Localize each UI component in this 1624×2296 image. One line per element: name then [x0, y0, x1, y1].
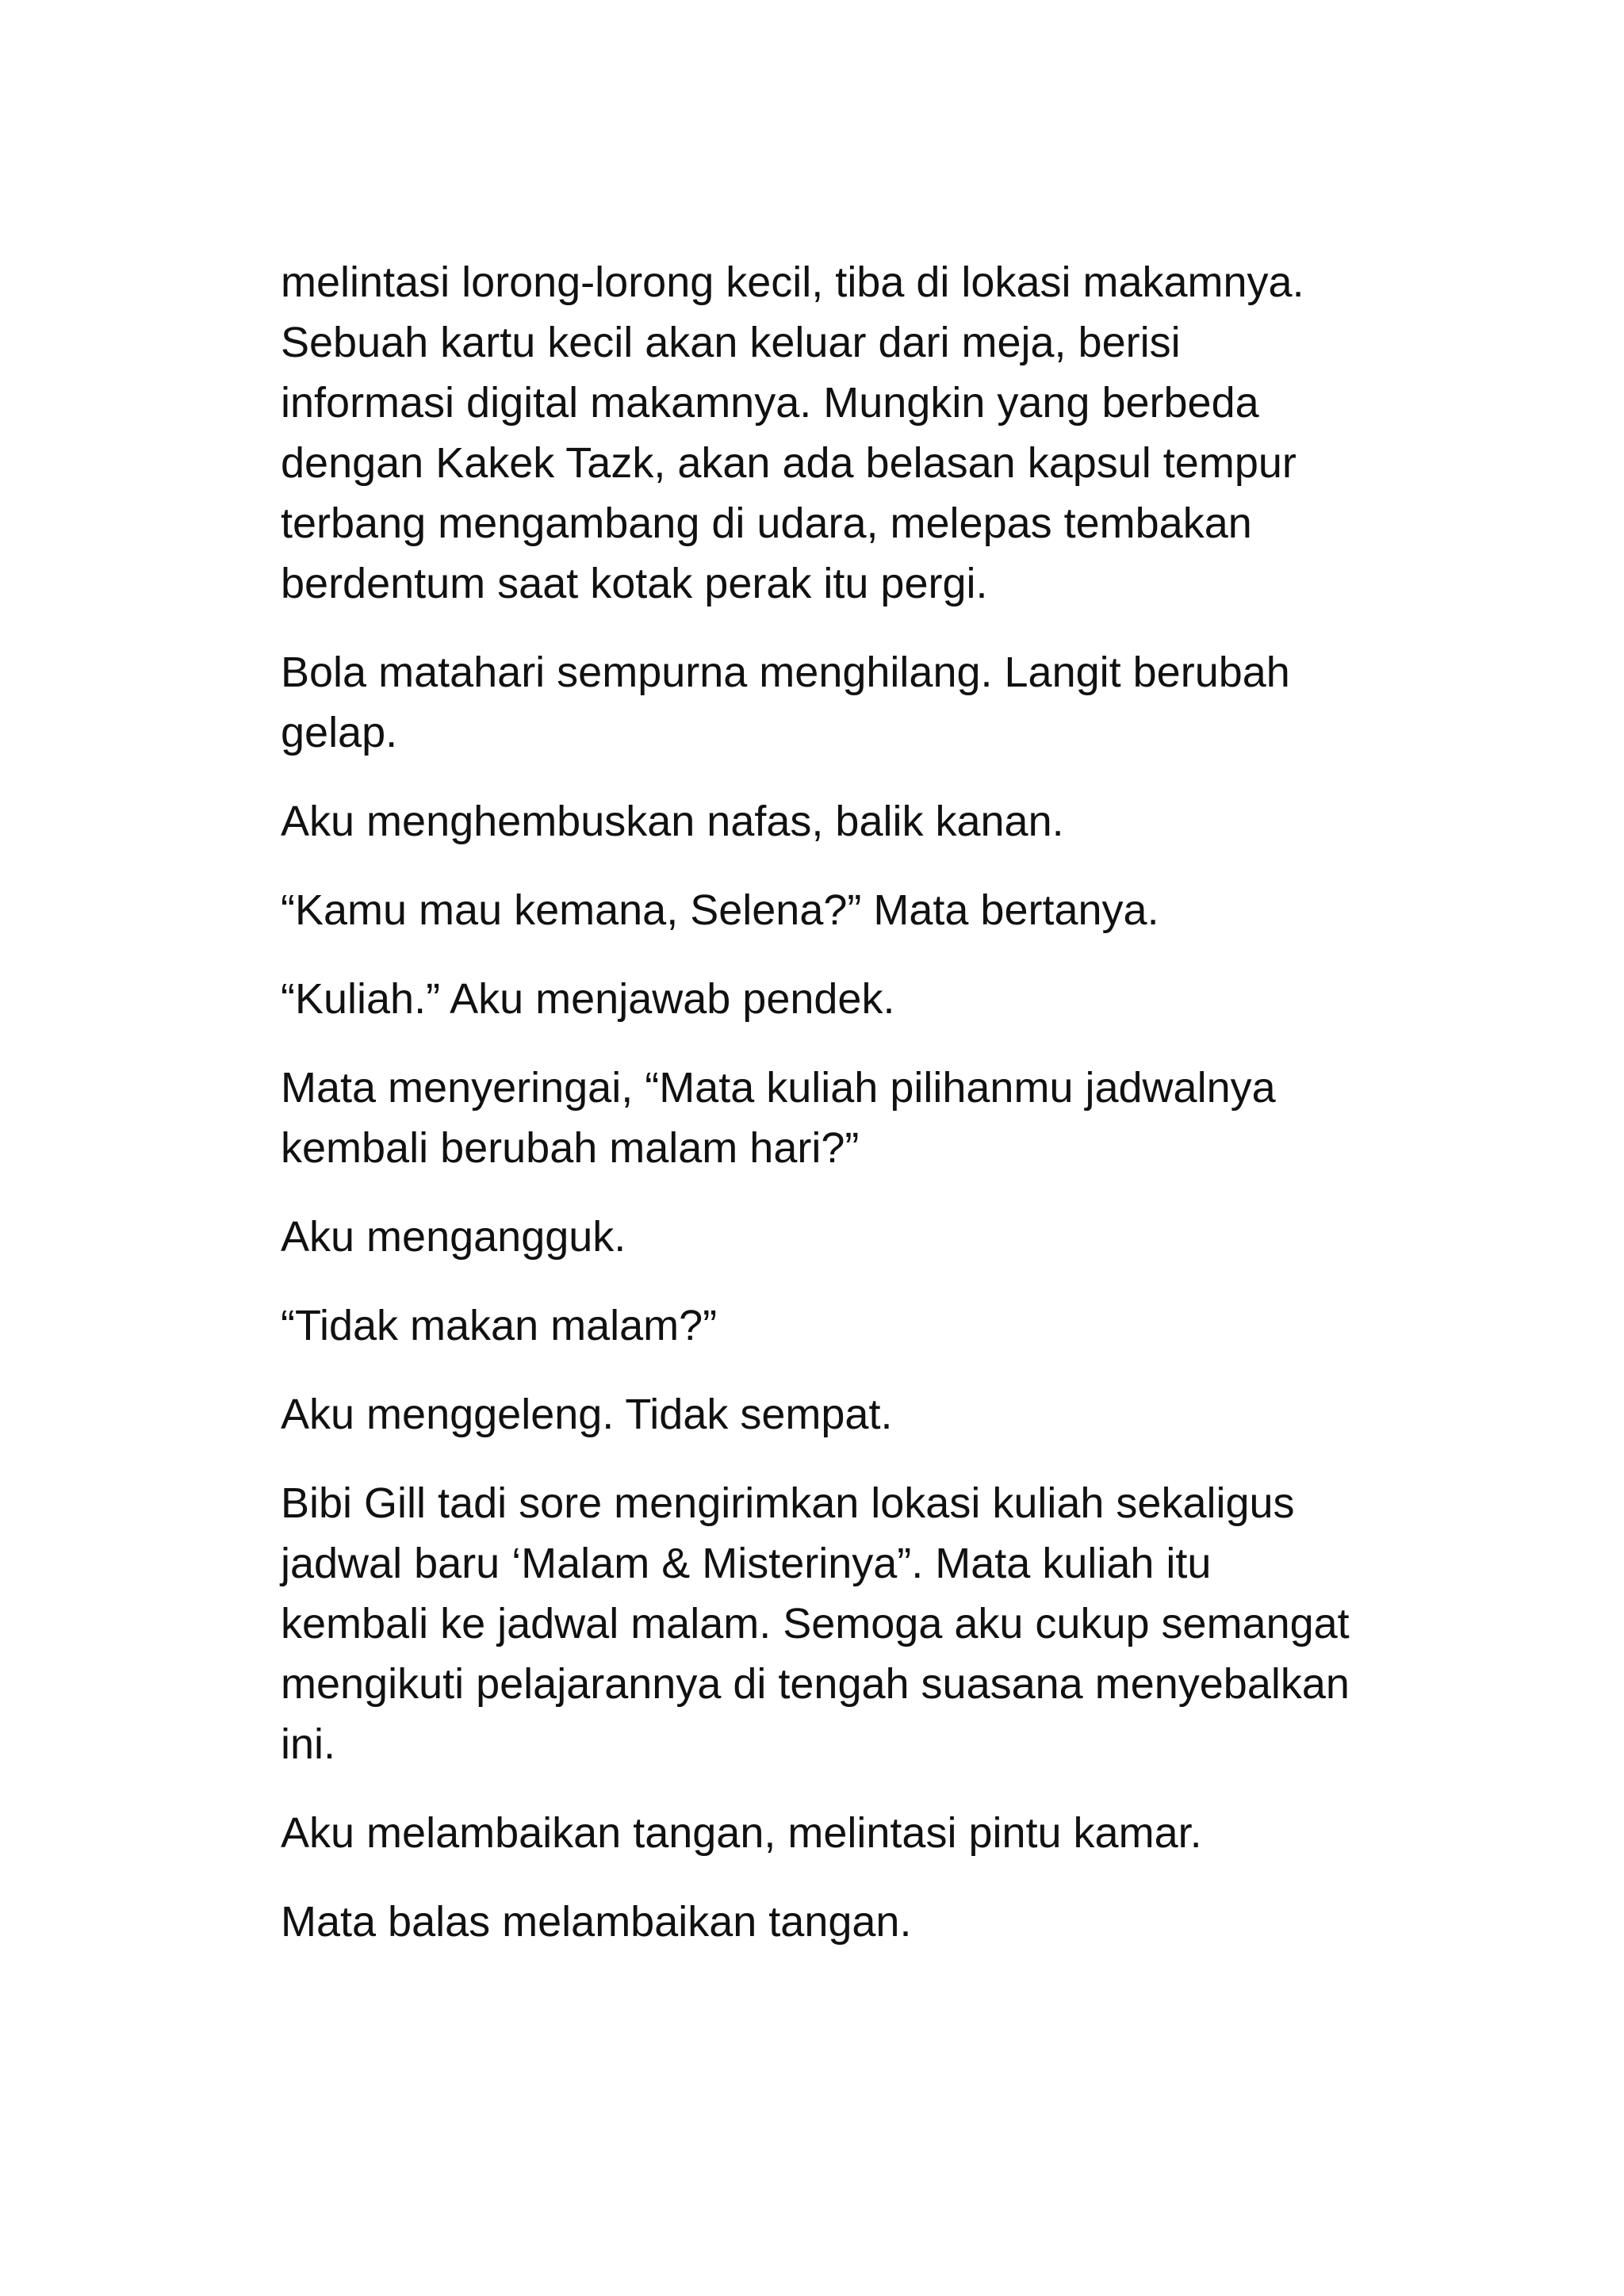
- paragraph: Bola matahari sempurna menghilang. Langit berubah gelap.: [281, 649, 1290, 756]
- paragraph: Bibi Gill tadi sore mengirimkan lokasi kuliah sekaligus jadwal baru ‘Malam & Misterinya”. Mata kuliah itu kembali ke jadwal malam. Semoga aku cukup semangat mengikuti pelajarannya di tengah suasana menyebalkan ini.: [281, 1479, 1350, 1768]
- paragraph: Aku menggeleng. Tidak sempat.: [281, 1391, 893, 1438]
- paragraph: Mata menyeringai, “Mata kuliah pilihanmu jadwalnya kembali berubah malam hari?”: [281, 1064, 1276, 1172]
- body-text: [281, 252, 1391, 1980]
- paragraph: melintasi lorong-lorong kecil, tiba di lokasi makamnya. Sebuah kartu kecil akan keluar dari meja, berisi informasi digital makamnya. Mungkin yang berbeda dengan Kakek Tazk, akan ada belasan kapsul tempur terbang mengambang di udara, melepas tembakan berdentum saat kotak perak itu pergi.: [281, 258, 1304, 607]
- paragraph: “Kuliah.” Aku menjawab pendek.: [281, 975, 895, 1023]
- paragraph: Aku melambaikan tangan, melintasi pintu kamar.: [281, 1809, 1202, 1857]
- paragraph: Aku mengangguk.: [281, 1213, 626, 1261]
- paragraph: Mata balas melambaikan tangan.: [281, 1898, 912, 1946]
- paragraph: “Tidak makan malam?”: [281, 1302, 718, 1349]
- paragraph: “Kamu mau kemana, Selena?” Mata bertanya.: [281, 886, 1159, 934]
- paragraph: Aku menghembuskan nafas, balik kanan.: [281, 798, 1064, 845]
